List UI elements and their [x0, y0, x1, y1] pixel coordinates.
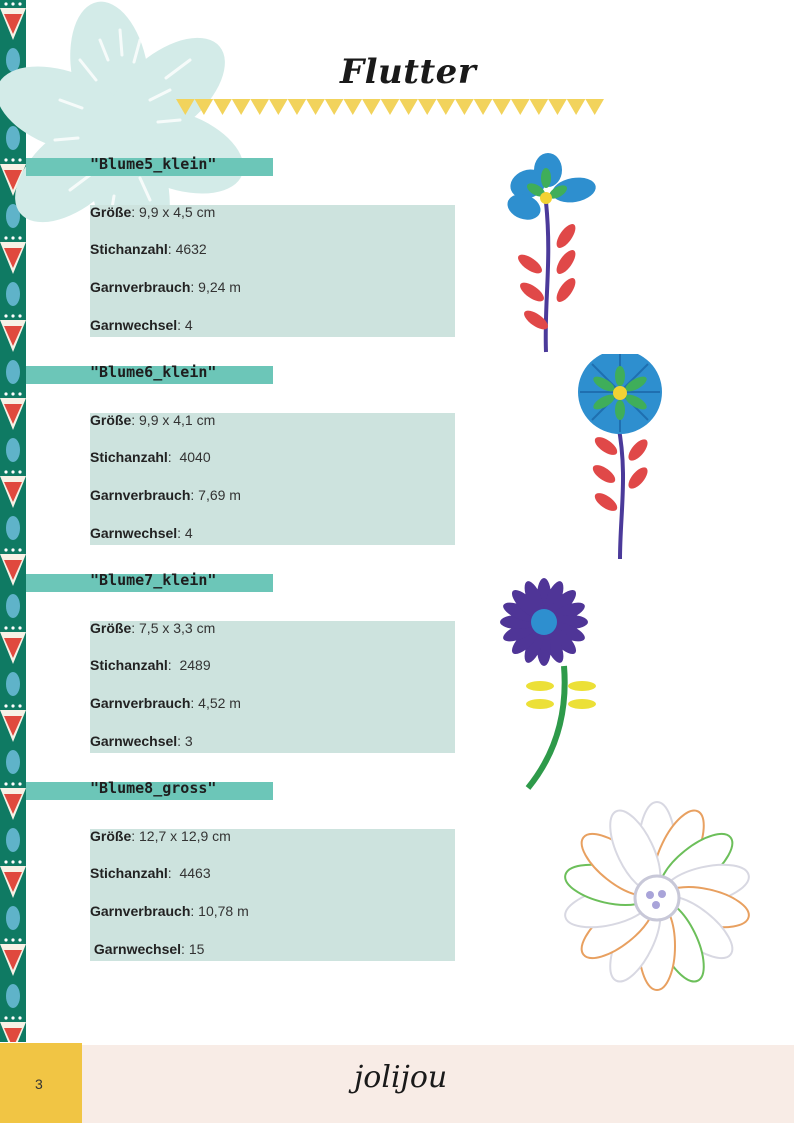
size-row — [90, 828, 231, 844]
yarn-value: : 4,52 m — [190, 695, 241, 711]
changes-row — [90, 733, 193, 749]
stitches-value: : 2489 — [167, 657, 211, 673]
changes-label: Garnwechsel — [90, 317, 178, 333]
stitches-row — [90, 657, 211, 673]
stitches-row — [90, 241, 207, 257]
changes-value: : 4 — [177, 317, 193, 333]
stitches-value: : 4040 — [167, 449, 211, 465]
design-name: "Blume7_klein" — [90, 571, 217, 589]
changes-value: : 3 — [177, 733, 193, 749]
size-value: : 9,9 x 4,1 cm — [131, 412, 216, 428]
cornflower-embroidery-icon — [574, 354, 664, 564]
yarn-row — [90, 903, 249, 919]
stitches-label: Stichanzahl — [90, 449, 168, 465]
brand-logo: jolijou — [354, 1060, 448, 1095]
stitches-label: Stichanzahl — [90, 657, 168, 673]
yarn-label: Garnverbrauch — [90, 279, 191, 295]
size-label: Größe — [90, 204, 132, 220]
design-name: "Blume6_klein" — [90, 363, 217, 381]
stitches-value: : 4632 — [167, 241, 207, 257]
design-name: "Blume8_gross" — [90, 779, 217, 797]
changes-row — [90, 525, 193, 541]
changes-label: Garnwechsel — [90, 941, 182, 957]
stitches-row — [90, 865, 211, 881]
changes-value: : 15 — [181, 941, 205, 957]
stitches-value: : 4463 — [167, 865, 211, 881]
size-value: : 7,5 x 3,3 cm — [131, 620, 216, 636]
changes-label: Garnwechsel — [90, 525, 178, 541]
stitches-label: Stichanzahl — [90, 241, 168, 257]
size-row — [90, 204, 215, 220]
size-value: : 12,7 x 12,9 cm — [131, 828, 231, 844]
outline-daisy-embroidery-icon — [560, 800, 754, 992]
changes-row — [90, 317, 193, 333]
yarn-label: Garnverbrauch — [90, 487, 191, 503]
yarn-value: : 9,24 m — [190, 279, 241, 295]
purple-daisy-embroidery-icon — [496, 576, 598, 792]
page-title: Flutter — [340, 52, 477, 92]
stitches-label: Stichanzahl — [90, 865, 168, 881]
size-row — [90, 412, 215, 428]
stitches-row — [90, 449, 211, 465]
size-label: Größe — [90, 620, 132, 636]
yarn-row — [90, 279, 241, 295]
size-label: Größe — [90, 412, 132, 428]
yarn-value: : 10,78 m — [190, 903, 249, 919]
page-number: 3 — [35, 1076, 43, 1092]
design-name: "Blume5_klein" — [90, 155, 217, 173]
yarn-row — [90, 487, 241, 503]
yarn-label: Garnverbrauch — [90, 695, 191, 711]
blue-flower-embroidery-icon — [500, 152, 605, 358]
size-row — [90, 620, 215, 636]
changes-label: Garnwechsel — [90, 733, 178, 749]
changes-row — [90, 941, 204, 957]
size-label: Größe — [90, 828, 132, 844]
yarn-label: Garnverbrauch — [90, 903, 191, 919]
yarn-row — [90, 695, 241, 711]
yarn-value: : 7,69 m — [190, 487, 241, 503]
changes-value: : 4 — [177, 525, 193, 541]
zigzag-divider — [176, 99, 604, 117]
size-value: : 9,9 x 4,5 cm — [131, 204, 216, 220]
